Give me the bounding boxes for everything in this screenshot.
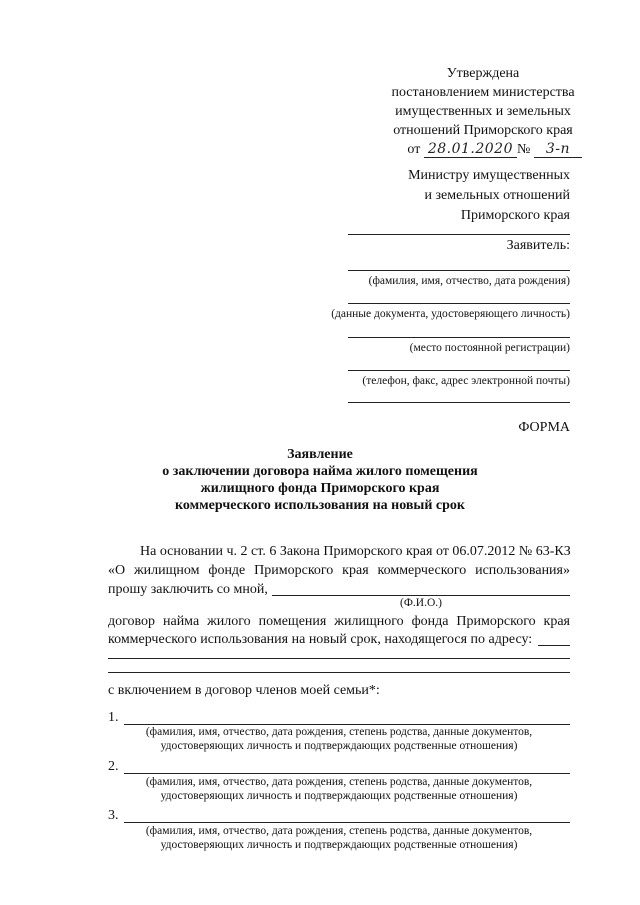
document-title [70, 446, 570, 514]
applicant-line-bottom [348, 402, 570, 403]
handwritten-date: 28.01.2020 [424, 141, 517, 158]
family-caption-2b: удостоверяющих личность и подтверждающих родственные отношения) [160, 790, 518, 802]
body-p2-line-1: договор найма жилого помещения жилищного фонда Приморского края [108, 614, 570, 629]
body-p1-line-2: «О жилищном фонде Приморского края коммерческого использования» [108, 563, 570, 578]
address-line-3 [108, 672, 570, 673]
approval-line-2: постановлением министерства [391, 85, 575, 100]
caption-registration: (место постоянной регистрации) [409, 342, 570, 354]
title-line-3: жилищного фонда Приморского края [200, 481, 440, 496]
approval-date-line [376, 140, 590, 159]
family-caption-3a: (фамилия, имя, отчество, дата рождения, степень родства, данные документов, [145, 825, 533, 837]
family-caption-1 [108, 725, 570, 753]
handwritten-number: 3-п [534, 141, 582, 158]
family-caption-1b: удостоверяющих личность и подтверждающих родственные отношения) [160, 740, 518, 752]
body-p1-line-1: На основании ч. 2 ст. 6 Закона Приморского края от 06.07.2012 № 63-КЗ [140, 544, 571, 559]
caption-document: (данные документа, удостоверяющего личность) [331, 308, 570, 320]
recipient-line-2: и земельных отношений [424, 188, 570, 203]
date-prefix: от [407, 142, 421, 157]
applicant-label: Заявитель: [506, 238, 570, 253]
family-caption-1a: (фамилия, имя, отчество, дата рождения, степень родства, данные документов, [145, 726, 533, 738]
address-line-2 [108, 658, 570, 659]
recipient-block [378, 166, 570, 226]
applicant-line-top [348, 234, 570, 235]
approval-line-4: отношений Приморского края [393, 123, 573, 138]
family-intro: с включением в договор членов моей семьи*: [108, 683, 380, 698]
family-caption-3b: удостоверяющих личность и подтверждающих родственные отношения) [160, 839, 518, 851]
body-p2-line-2: коммерческого использования на новый срок, находящегося по адресу: [108, 632, 533, 647]
body-p1-line-3: прошу заключить со мной, [108, 582, 268, 597]
family-number-1: 1. [108, 710, 119, 725]
applicant-contacts-line [348, 370, 570, 371]
applicant-document-line [348, 303, 570, 304]
title-line-4: коммерческого использования на новый срок [174, 498, 465, 513]
recipient-line-1: Министру имущественных [408, 168, 570, 183]
recipient-line-3: Приморского края [460, 208, 570, 223]
family-caption-3 [108, 824, 570, 852]
number-prefix: № [516, 142, 531, 157]
family-caption-2 [108, 775, 570, 803]
family-number-2: 2. [108, 759, 119, 774]
family-line-2 [124, 773, 570, 774]
approval-line-1: Утверждена [446, 66, 520, 81]
title-line-2: о заключении договора найма жилого помещения [162, 464, 478, 479]
family-line-3 [124, 822, 570, 823]
approval-block [376, 64, 590, 159]
fio-caption: (Ф.И.О.) [400, 597, 442, 609]
caption-contacts: (телефон, факс, адрес электронной почты) [362, 375, 570, 387]
caption-name: (фамилия, имя, отчество, дата рождения) [368, 275, 570, 287]
family-number-3: 3. [108, 808, 119, 823]
family-caption-2a: (фамилия, имя, отчество, дата рождения, степень родства, данные документов, [145, 776, 533, 788]
title-line-1: Заявление [287, 447, 353, 462]
applicant-registration-line [348, 337, 570, 338]
approval-line-3: имущественных и земельных [395, 104, 571, 119]
form-label: ФОРМА [518, 420, 570, 435]
applicant-name-line [348, 270, 570, 271]
address-line-1 [538, 645, 570, 646]
